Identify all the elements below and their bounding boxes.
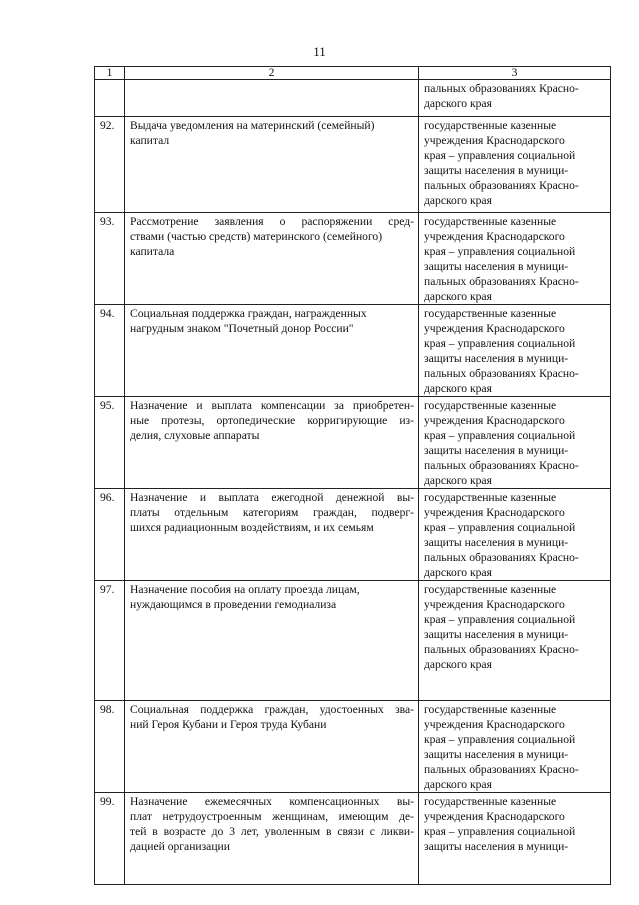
responsible-body bbox=[419, 397, 611, 489]
text-line: учреждения Краснодарского bbox=[424, 718, 565, 731]
text-line: шихся радиационным воздействиям, и их семьям bbox=[130, 521, 374, 534]
table-row bbox=[95, 305, 611, 397]
text-line: пальных образованиях Красно- bbox=[424, 551, 579, 564]
table-row bbox=[95, 581, 611, 701]
text-line: Назначение ежемесячных компенсационных вы- bbox=[130, 795, 414, 808]
service-name bbox=[125, 489, 419, 581]
text-line: дарского края bbox=[424, 474, 492, 487]
text-line: учреждения Краснодарского bbox=[424, 598, 565, 611]
text-line: Социальная поддержка граждан, удостоенных зва- bbox=[130, 703, 414, 716]
text-line: капитала bbox=[130, 245, 175, 258]
responsible-body bbox=[419, 305, 611, 397]
header-col-2: 2 bbox=[125, 67, 419, 80]
text-line: тей в возрасте до 3 лет, уволенным в связи с ликви- bbox=[130, 825, 414, 838]
responsible-body bbox=[419, 581, 611, 701]
service-name bbox=[125, 117, 419, 213]
text-line: государственные казенные bbox=[424, 795, 557, 808]
text-line: учреждения Краснодарского bbox=[424, 506, 565, 519]
row-number: 93. bbox=[95, 213, 125, 305]
text-line: Выдача уведомления на материнский (семейный) bbox=[130, 119, 375, 132]
text-line: дарского края bbox=[424, 658, 492, 671]
table-row bbox=[95, 117, 611, 213]
responsible-body bbox=[419, 489, 611, 581]
text-line: дарского края bbox=[424, 566, 492, 579]
text-line: Назначение и выплата компенсации за приобретен- bbox=[130, 399, 414, 412]
text-line: учреждения Краснодарского bbox=[424, 134, 565, 147]
responsible-body bbox=[419, 701, 611, 793]
text-line: края – управления социальной bbox=[424, 733, 576, 746]
services-table bbox=[94, 66, 611, 885]
text-line: капитал bbox=[130, 134, 170, 147]
text-line: учреждения Краснодарского bbox=[424, 414, 565, 427]
text-line: Назначение пособия на оплату проезда лицам, bbox=[130, 583, 360, 596]
text-line: учреждения Краснодарского bbox=[424, 230, 565, 243]
text-line: государственные казенные bbox=[424, 703, 557, 716]
text-line: края – управления социальной bbox=[424, 825, 576, 838]
text-line: государственные казенные bbox=[424, 307, 557, 320]
text-line: защиты населения в муници- bbox=[424, 352, 569, 365]
text-line: делия, слуховые аппараты bbox=[130, 429, 260, 442]
row-number: 96. bbox=[95, 489, 125, 581]
text-line: края – управления социальной bbox=[424, 521, 576, 534]
text-line: Социальная поддержка граждан, награжденных bbox=[130, 307, 367, 320]
row-number: 98. bbox=[95, 701, 125, 793]
text-line: ний Героя Кубани и Героя труда Кубани bbox=[130, 718, 327, 731]
text-line: пальных образованиях Красно- bbox=[424, 643, 579, 656]
responsible-body bbox=[419, 793, 611, 885]
table-row bbox=[95, 793, 611, 885]
text-line: края – управления социальной bbox=[424, 337, 576, 350]
table-row bbox=[95, 701, 611, 793]
text-line: учреждения Краснодарского bbox=[424, 810, 565, 823]
text-line: защиты населения в муници- bbox=[424, 260, 569, 273]
table-row bbox=[95, 489, 611, 581]
text-line: дарского края bbox=[424, 194, 492, 207]
text-line: ные протезы, ортопедические корригирующие из- bbox=[130, 414, 414, 427]
service-name bbox=[125, 581, 419, 701]
text-line: платы отдельным категориям граждан, подверг- bbox=[130, 506, 414, 519]
text-line: пальных образованиях Красно- bbox=[424, 82, 579, 95]
text-line: дарского края bbox=[424, 290, 492, 303]
text-line: государственные казенные bbox=[424, 215, 557, 228]
responsible-body bbox=[419, 213, 611, 305]
text-line: дарского края bbox=[424, 778, 492, 791]
header-col-3: 3 bbox=[419, 67, 611, 80]
text-line: ствами (частью средств) материнского (семейного) bbox=[130, 230, 383, 243]
row-number: 99. bbox=[95, 793, 125, 885]
page-number: 11 bbox=[313, 44, 326, 59]
text-line: дарского края bbox=[424, 382, 492, 395]
text-line: защиты населения в муници- bbox=[424, 748, 569, 761]
text-line: пальных образованиях Красно- bbox=[424, 763, 579, 776]
text-line: учреждения Краснодарского bbox=[424, 322, 565, 335]
row-number: 95. bbox=[95, 397, 125, 489]
service-name bbox=[125, 305, 419, 397]
row-number: 97. bbox=[95, 581, 125, 701]
header-col-1: 1 bbox=[95, 67, 125, 80]
text-line: защиты населения в муници- bbox=[424, 628, 569, 641]
text-line: края – управления социальной bbox=[424, 245, 576, 258]
responsible-body bbox=[419, 117, 611, 213]
text-line: государственные казенные bbox=[424, 491, 557, 504]
text-line: государственные казенные bbox=[424, 399, 557, 412]
text-line: края – управления социальной bbox=[424, 429, 576, 442]
table-row bbox=[95, 397, 611, 489]
service-name bbox=[125, 701, 419, 793]
text-line: государственные казенные bbox=[424, 583, 557, 596]
text-line: края – управления социальной bbox=[424, 149, 576, 162]
text-line: края – управления социальной bbox=[424, 613, 576, 626]
row-number bbox=[95, 80, 125, 117]
table-row bbox=[95, 213, 611, 305]
text-line: Назначение и выплата ежегодной денежной вы- bbox=[130, 491, 414, 504]
text-line: пальных образованиях Красно- bbox=[424, 367, 579, 380]
text-line: защиты населения в муници- bbox=[424, 536, 569, 549]
service-name bbox=[125, 793, 419, 885]
service-name bbox=[125, 80, 419, 117]
responsible-body bbox=[419, 80, 611, 117]
table-row-continuation bbox=[95, 80, 611, 117]
text-line: плат нетрудоустроенным женщинам, имеющим де- bbox=[130, 810, 414, 823]
table-header-row bbox=[95, 67, 611, 80]
text-line: пальных образованиях Красно- bbox=[424, 275, 579, 288]
service-name bbox=[125, 213, 419, 305]
text-line: Рассмотрение заявления о распоряжении сред- bbox=[130, 215, 414, 228]
row-number: 94. bbox=[95, 305, 125, 397]
service-name bbox=[125, 397, 419, 489]
text-line: защиты населения в муници- bbox=[424, 444, 569, 457]
text-line: дацией организации bbox=[130, 840, 230, 853]
text-line: защиты населения в муници- bbox=[424, 164, 569, 177]
text-line: дарского края bbox=[424, 97, 492, 110]
text-line: государственные казенные bbox=[424, 119, 557, 132]
text-line: нагрудным знаком "Почетный донор России" bbox=[130, 322, 354, 335]
text-line: пальных образованиях Красно- bbox=[424, 179, 579, 192]
text-line: нуждающимся в проведении гемодиализа bbox=[130, 598, 337, 611]
text-line: защиты населения в муници- bbox=[424, 840, 569, 853]
text-line: пальных образованиях Красно- bbox=[424, 459, 579, 472]
row-number: 92. bbox=[95, 117, 125, 213]
